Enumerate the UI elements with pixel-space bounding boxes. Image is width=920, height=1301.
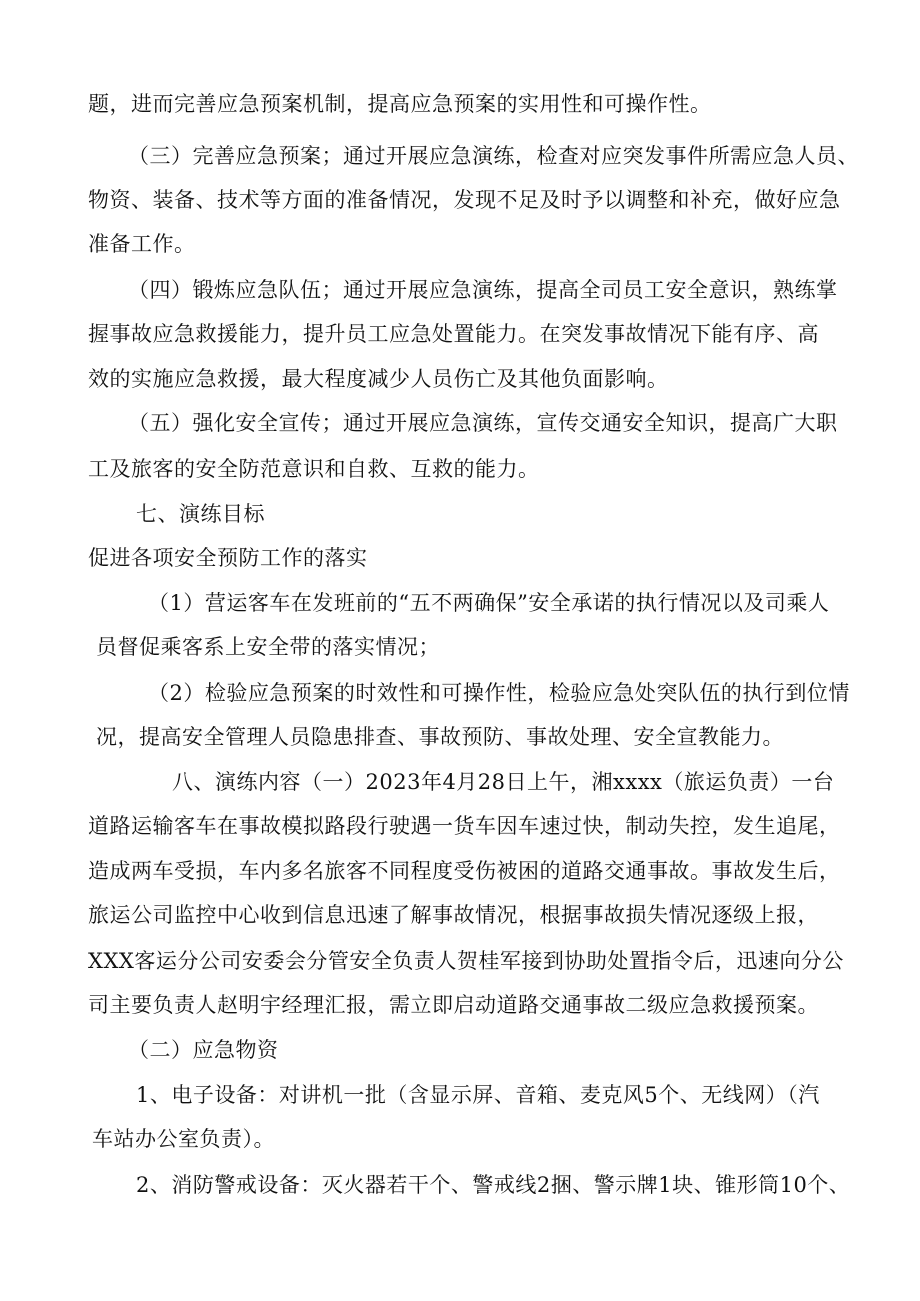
text-line: 工及旅客的安全防范意识和自救、互救的能力。 [88,457,540,481]
text-line: （1）营运客车在发班前的“五不两确保”安全承诺的执行情况以及司乘人 [148,591,830,615]
text-line: 握事故应急救援能力，提升员工应急处置能力。在突发事故情况下能有序、高 [88,322,819,346]
text-line: XXX客运分公司安委会分管安全负责人贺桂军接到协助处置指令后，迅速向分公 [88,949,844,973]
text-line: 2、消防警戒设备：灭火器若干个、警戒线2捆、警示牌1块、锥形筒10个、 [136,1173,851,1197]
text-line: 车站办公室负责）。 [92,1127,275,1151]
text-line: 道路运输客车在事故模拟路段行驶遇一货车因车速过快，制动失控，发生追尾， [88,814,841,838]
text-line: 旅运公司监控中心收到信息迅速了解事故情况，根据事故损失情况逐级上报， [88,903,819,927]
text-line: 题，进而完善应急预案机制，提高应急预案的实用性和可操作性。 [88,92,712,116]
section-heading: 七、演练目标 [136,502,265,526]
text-line: （2）检验应急预案的时效性和可操作性，检验应急处突队伍的执行到位情 [148,681,850,705]
text-line: 况，提高安全管理人员隐患排查、事故预防、事故处理、安全宣教能力。 [96,725,784,749]
text-line: 1、电子设备：对讲机一批（含显示屏、音箱、麦克风5个、无线网）（汽 [136,1083,820,1107]
text-line: 员督促乘客系上安全带的落实情况； [96,635,440,659]
text-line: （四）锻炼应急队伍；通过开展应急演练，提高全司员工安全意识，熟练掌 [128,278,838,302]
text-line: 造成两车受损，车内多名旅客不同程度受伤被困的道路交通事故。事故发生后， [88,859,841,883]
text-line: 物资、装备、技术等方面的准备情况，发现不足及时予以调整和补充，做好应急 [88,188,841,212]
text-line: 准备工作。 [88,232,196,256]
text-line: （三）完善应急预案；通过开展应急演练，检查对应突发事件所需应急人员、 [128,144,859,168]
text-line: 促进各项安全预防工作的落实 [88,546,368,570]
section-heading: （二）应急物资 [128,1038,279,1062]
text-line: 司主要负责人赵明宇经理汇报，需立即启动道路交通事故二级应急救援预案。 [88,993,819,1017]
text-line: （五）强化安全宣传；通过开展应急演练，宣传交通安全知识，提高广大职 [128,411,838,435]
text-line: 效的实施应急救援，最大程度减少人员伤亡及其他负面影响。 [88,367,669,391]
section-heading: 八、演练内容（一）2023年4月28日上午，湘xxxx（旅运负责）一台 [172,770,835,794]
